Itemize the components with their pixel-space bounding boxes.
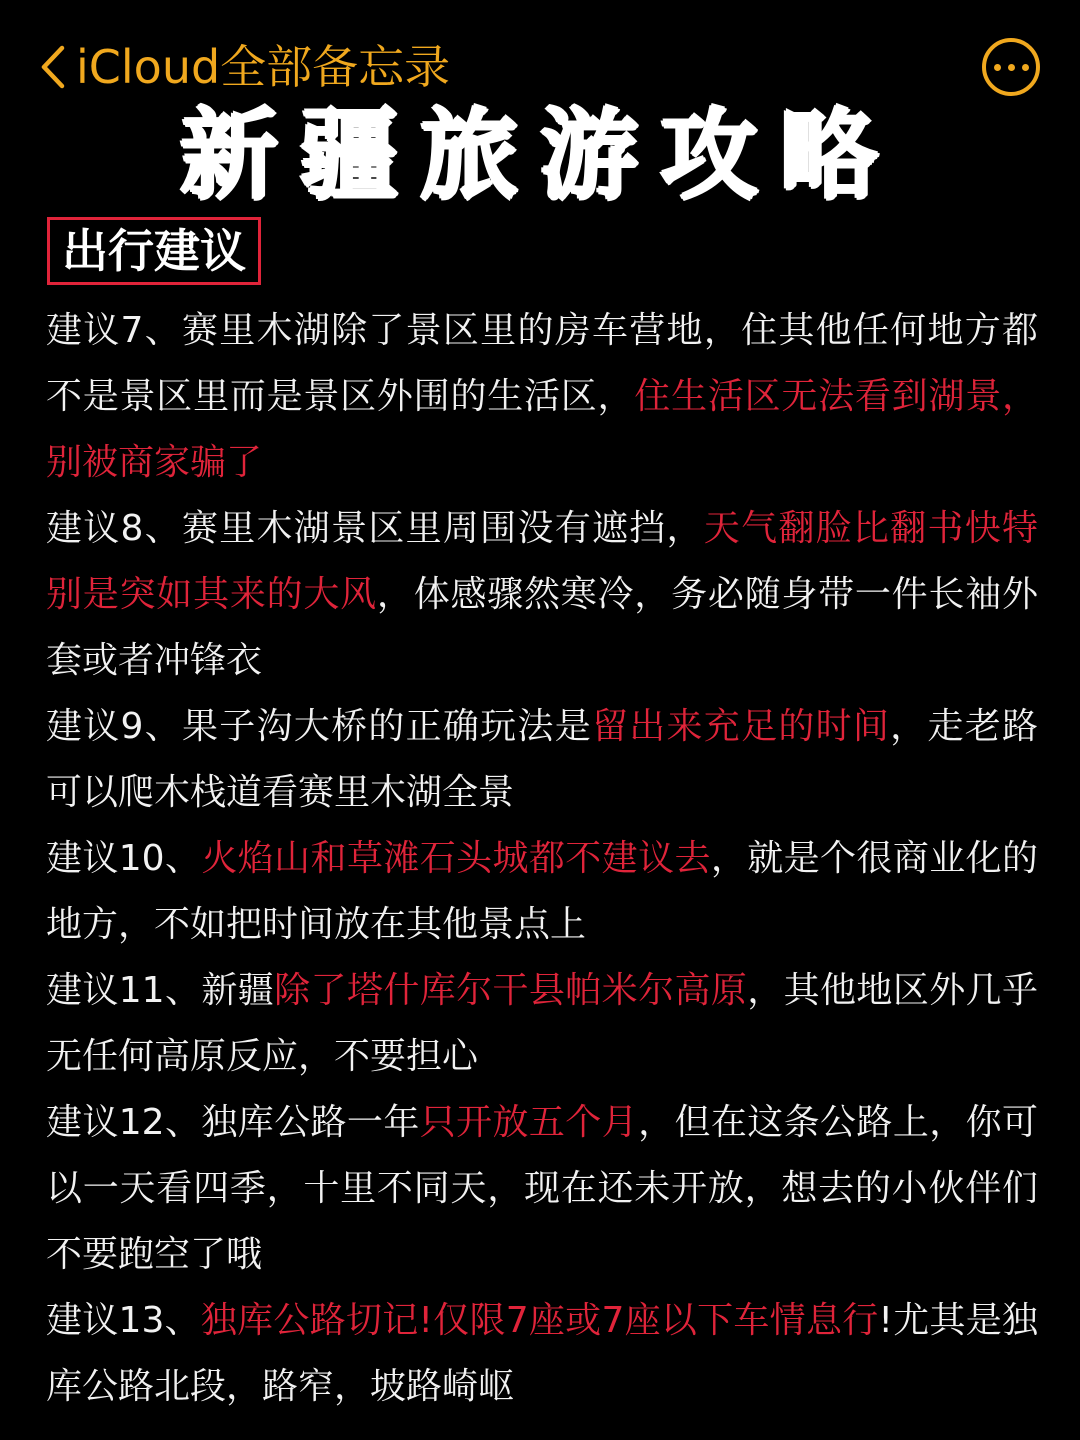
tip-text: 建议10、 — [46, 838, 202, 879]
tip-10 — [46, 826, 1038, 958]
tip-text: ，其他地区外几乎无任何高原反应，不要担心 — [46, 970, 1038, 1077]
tip-11 — [46, 958, 1038, 1090]
tip-text: 建议8、赛里木湖景区里周围没有遮挡， — [46, 508, 704, 549]
tip-highlight: 天气翻脸比翻书快特别是突如其来的大风 — [46, 508, 1038, 615]
tip-highlight: 火焰山和草滩石头城都不建议去 — [201, 838, 711, 879]
more-options-button[interactable] — [982, 38, 1040, 96]
tip-highlight: 独库公路切记!仅限7座或7座以下车情息行 — [200, 1300, 879, 1341]
top-nav-bar — [0, 28, 1080, 108]
tip-highlight: 留出来充足的时间 — [591, 706, 891, 747]
tip-text: 建议13、 — [46, 1300, 201, 1341]
tip-13 — [46, 1288, 1038, 1420]
tip-7 — [46, 298, 1038, 496]
tip-text: 建议12、独库公路一年 — [46, 1102, 420, 1143]
tip-text: ，但在这条公路上，你可以一天看四季，十里不同天，现在还未开放，想去的小伙伴们不要跑空了哦 — [46, 1102, 1038, 1275]
section-heading-box — [47, 217, 261, 285]
tip-9 — [46, 694, 1038, 826]
tip-text: 建议11、新疆 — [46, 970, 275, 1011]
tip-highlight: 只开放五个月 — [419, 1102, 639, 1143]
tip-text: ，就是个很商业化的地方，不如把时间放在其他景点上 — [46, 838, 1038, 945]
tip-text: 建议7、赛里木湖除了景区里的房车营地，住其他任何地方都不是景区里而是景区外围的生活区， — [46, 310, 1038, 417]
tip-text: !尤其是独库公路北段，路窄，坡路崎岖 — [46, 1300, 1039, 1407]
section-heading-label: 出行建议 — [62, 224, 246, 278]
chevron-left-icon — [38, 44, 66, 90]
tip-text: ，走老路可以爬木栈道看赛里木湖全景 — [46, 706, 1038, 813]
tip-highlight: 住生活区无法看到湖景，别被商家骗了 — [46, 376, 1038, 483]
tip-8 — [46, 496, 1038, 694]
tip-12 — [46, 1090, 1038, 1288]
tip-highlight: 除了塔什库尔干县帕米尔高原 — [274, 970, 748, 1011]
back-button[interactable] — [38, 34, 450, 100]
ellipsis-circle-icon — [994, 64, 1001, 71]
page-title: 新疆旅游攻略 — [179, 99, 900, 213]
back-button-label: iCloud全部备忘录 — [76, 40, 451, 94]
tip-text: ，体感骤然寒冷，务必随身带一件长袖外套或者冲锋衣 — [46, 574, 1038, 681]
note-body — [46, 298, 1038, 1420]
tip-text: 建议9、果子沟大桥的正确玩法是 — [46, 706, 592, 747]
